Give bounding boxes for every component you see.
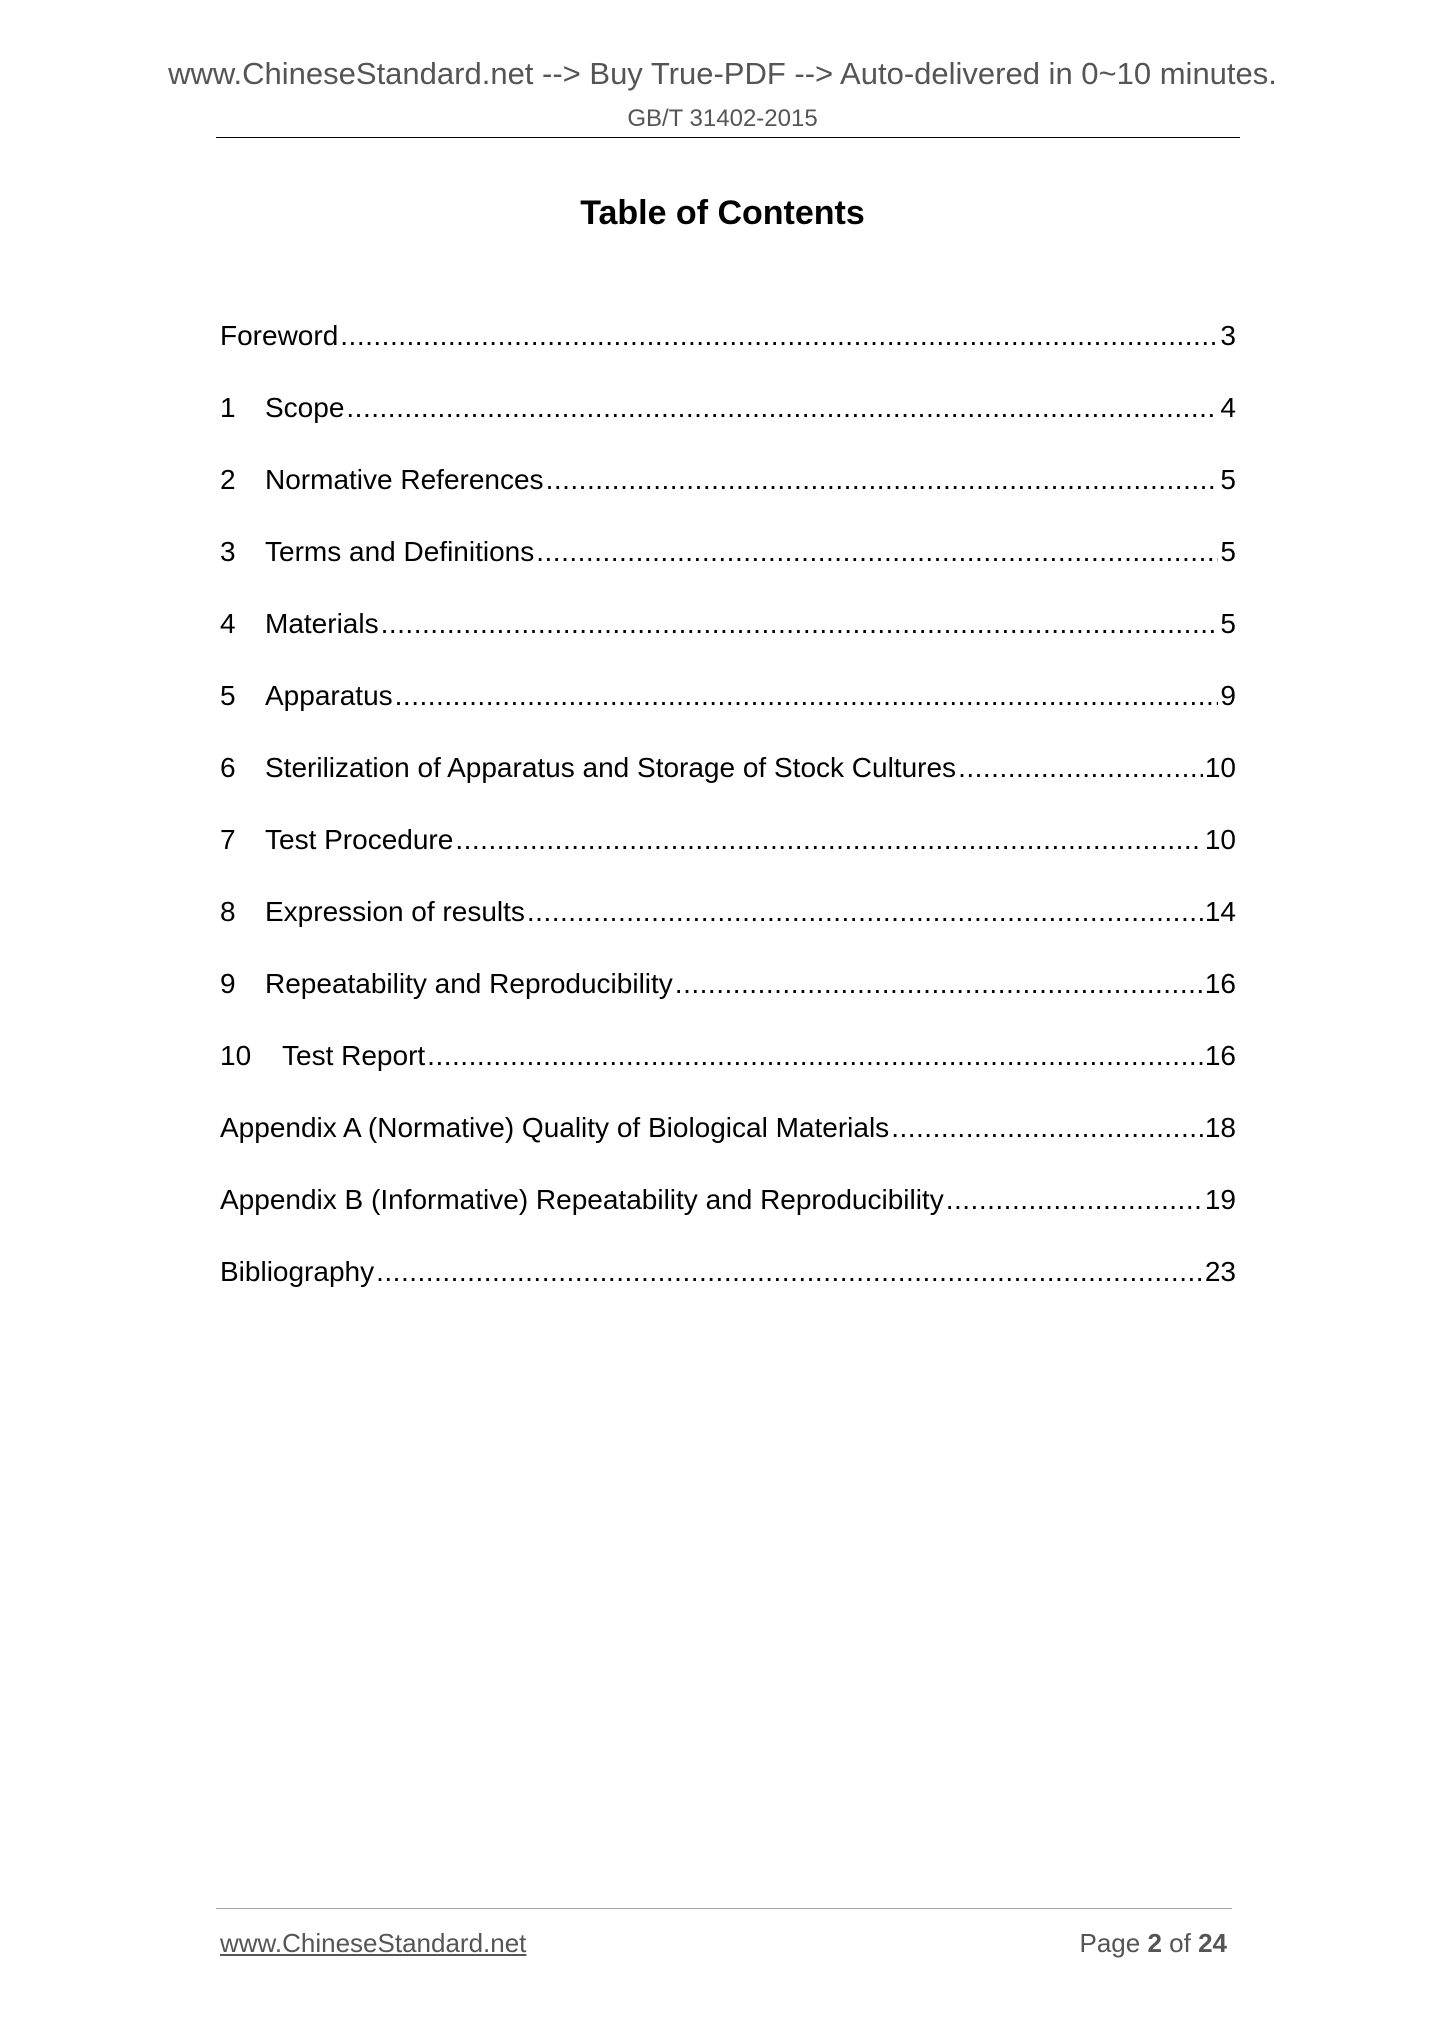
- toc-entry-page: 5: [1220, 464, 1236, 495]
- toc-entry-label: Materials: [265, 608, 379, 639]
- toc-dot-leader: [946, 1178, 1203, 1222]
- toc-dot-leader: [427, 1034, 1203, 1078]
- toc-entry-number: 9: [220, 968, 236, 999]
- toc-dot-leader: [546, 458, 1219, 502]
- toc-dot-leader: [958, 746, 1203, 790]
- toc-entry-page: 3: [1220, 320, 1236, 351]
- toc-dot-leader: [891, 1106, 1203, 1150]
- toc-entry-number: 4: [220, 608, 236, 639]
- toc-dot-leader: [340, 314, 1218, 358]
- toc-entry-normative-references[interactable]: [220, 458, 1236, 530]
- toc-entry-number: 7: [220, 824, 236, 855]
- toc-entry-page: 5: [1220, 608, 1236, 639]
- toc-entry-label: Expression of results: [265, 896, 525, 927]
- toc-dot-leader: [675, 962, 1203, 1006]
- toc-entry-label: Bibliography: [220, 1256, 375, 1287]
- toc-entry-terms-definitions[interactable]: [220, 530, 1236, 602]
- toc-entry-materials[interactable]: [220, 602, 1236, 674]
- toc-entry-number: 2: [220, 464, 236, 495]
- toc-entry-label: Test Report: [282, 1040, 426, 1071]
- toc-dot-leader: [527, 890, 1203, 934]
- toc-dot-leader: [536, 530, 1218, 574]
- toc-entry-number: 8: [220, 896, 236, 927]
- toc-entry-label: Foreword: [220, 320, 339, 351]
- toc-entry-number: 3: [220, 536, 236, 567]
- footer-divider: [216, 1908, 1232, 1909]
- toc-entry-page: 16: [1204, 1040, 1236, 1071]
- toc-entry-label: Terms and Definitions: [265, 536, 535, 567]
- toc-entry-expression-of-results[interactable]: [220, 890, 1236, 962]
- toc-dot-leader: [376, 1250, 1203, 1294]
- toc-entry-page: 10: [1204, 824, 1236, 855]
- footer-site-link[interactable]: www.ChineseStandard.net: [220, 1928, 527, 1958]
- toc-entry-number: 1: [220, 392, 236, 423]
- toc-entry-label: Repeatability and Reproducibility: [265, 968, 673, 999]
- toc-entry-page: 4: [1220, 392, 1236, 423]
- toc-entry-appendix-a[interactable]: [220, 1106, 1236, 1178]
- toc-entry-page: 18: [1204, 1112, 1236, 1143]
- page-indicator: [1079, 1930, 1227, 1956]
- header-divider: [216, 137, 1240, 138]
- toc-entry-page: 5: [1220, 536, 1236, 567]
- toc-entry-label: Test Procedure: [265, 824, 454, 855]
- toc-entry-appendix-b[interactable]: [220, 1178, 1236, 1250]
- toc-entry-repeatability[interactable]: [220, 962, 1236, 1034]
- page-of: of: [1169, 1928, 1191, 1958]
- toc-entry-page: 10: [1204, 752, 1236, 783]
- toc-entry-label: Sterilization of Apparatus and Storage of Stock Cultures: [265, 752, 957, 783]
- toc-entry-page: 23: [1204, 1256, 1236, 1287]
- toc-entry-page: 14: [1204, 896, 1236, 927]
- toc-entry-label: Apparatus: [265, 680, 393, 711]
- toc-entry-label: Scope: [265, 392, 345, 423]
- toc-entry-test-procedure[interactable]: [220, 818, 1236, 890]
- toc-entry-label: Appendix A (Normative) Quality of Biological Materials: [220, 1112, 890, 1143]
- document-code: GB/T 31402-2015: [627, 105, 818, 132]
- toc-entry-sterilization[interactable]: [220, 746, 1236, 818]
- toc-dot-leader: [346, 386, 1218, 430]
- toc-list: [220, 314, 1236, 1322]
- toc-entry-scope[interactable]: [220, 386, 1236, 458]
- page-prefix: Page: [1079, 1928, 1141, 1958]
- toc-dot-leader: [381, 602, 1219, 646]
- toc-entry-number: 5: [220, 680, 236, 711]
- page-total: 24: [1198, 1928, 1227, 1958]
- toc-entry-test-report[interactable]: [220, 1034, 1236, 1106]
- toc-entry-label: Appendix B (Informative) Repeatability and Reproducibility: [220, 1184, 944, 1215]
- toc-entry-number: 10: [220, 1040, 252, 1071]
- header-banner: www.ChineseStandard.net --> Buy True-PDF --> Auto-delivered in 0~10 minutes.: [168, 56, 1277, 91]
- toc-entry-foreword[interactable]: [220, 314, 1236, 386]
- toc-entry-apparatus[interactable]: [220, 674, 1236, 746]
- toc-entry-label: Normative References: [265, 464, 544, 495]
- toc-dot-leader: [395, 674, 1219, 718]
- toc-entry-page: 9: [1220, 680, 1236, 711]
- page-current: 2: [1147, 1928, 1162, 1958]
- toc-entry-bibliography[interactable]: [220, 1250, 1236, 1322]
- toc-entry-number: 6: [220, 752, 236, 783]
- toc-entry-page: 19: [1204, 1184, 1236, 1215]
- toc-entry-page: 16: [1204, 968, 1236, 999]
- toc-dot-leader: [455, 818, 1203, 862]
- toc-title: Table of Contents: [580, 194, 865, 232]
